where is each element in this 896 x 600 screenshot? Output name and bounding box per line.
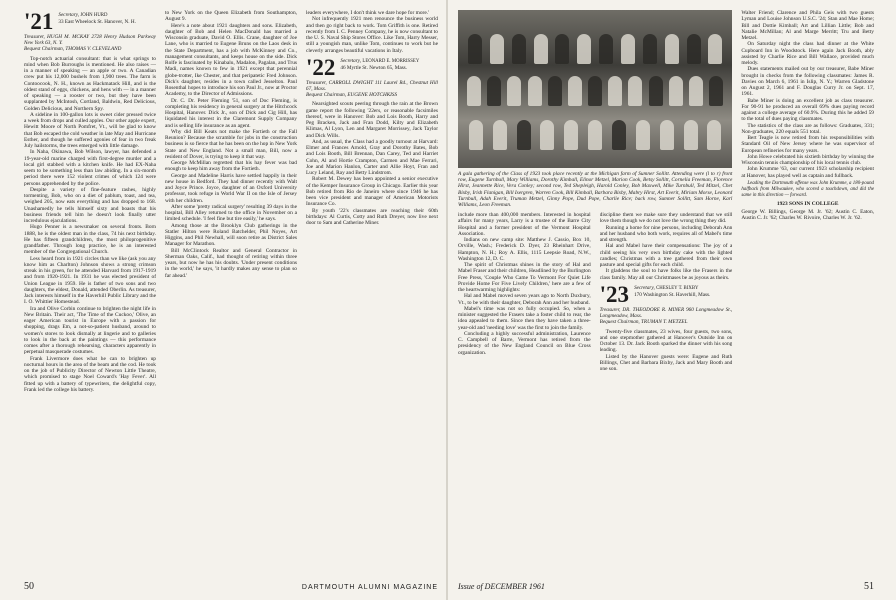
photo-front-row: [464, 114, 726, 150]
class-21-secretary: [58, 12, 136, 25]
paragraph: It gladdens the soul to have folks like the Frasers in the class family. May all our Christmases be as joyous as theirs.: [599, 268, 733, 281]
class-year-21: '21: [24, 10, 54, 34]
paragraph: Despite a variety of fine-feature rashes, highly tormenting, Bob, who on a diet of pablum, toast, and tea, weighed 205, now eats everything and has dropped to 168. Unashamedly he tells himself sixty and boasts that his business friends tell him he doesn't look finally utter incredulous ejaculations.: [24, 186, 156, 225]
paragraph: Frank Livermore does what he can to brighten up nocturnal hours in the area of the beam and the cod. He took on the job of Publicity Director of Newton Little Theatre, which promised to stage Noel Coward's 'Hay Fever'. All fitted up with a battery of typewriters, the delightful copy, Frank led the college his battery.: [24, 355, 156, 393]
photo-middle-row: [464, 70, 726, 106]
paragraph: Babe Miner is doing an excellent job as class treasurer. For 90-91 he produced an overall 69% dues paying record against a college average of 60.9%. During this he added 59 to the total of dues paying classmates.: [741, 97, 874, 123]
class-23-secretary: [634, 285, 710, 298]
photo-block: [458, 10, 732, 570]
paragraph: to New York on the Queen Elizabeth from Southampton, August 9.: [165, 10, 297, 23]
paragraph: Nearsighted scouts peering through the rain at the Brown game report the following '22ers, or reasonable facsimiles thereof, were in Hanover: Bob and Lois Booth, Harry and Peg Bracken, Jack and Fran Dodd, Kilty and Elizabeth Klimas, Al Lyon, Len and Margaret Morrissey, Jack Taylor and Dick Wills.: [306, 101, 438, 139]
class-21-header: [24, 12, 156, 32]
paragraph: Hal and Mabel moved seven years ago to North Duxbury, Vt., to be with their daughter, Deborah Ann and her husband.: [458, 293, 591, 306]
right-footer: [448, 581, 896, 592]
class-21-bequest: Bequest Chairman, THOMAS V. CLEVELAND: [24, 46, 122, 53]
paragraph: Top-notch actuarial consultant: that is what springs to mind when Bob Burroughs is mentioned. He also raises — in a manner of speaking — an apple or two. A Canadian crew put his 12,000 bushels from 1,900 trees. The farm is Contoocook, N. H., known as Hackmatack Hill, and is the oldest stand of eggs, chickens, and hens with — in a manner of speaking — a rooster or two, but they have been supplanted by McIntosh, Cortland, Baldwin, Red Delicious, Golden Delicious, and Northern Spy.: [24, 55, 156, 112]
paragraph: Bill McClintock Realtor and General Contractor in Sherman Oaks, Calif., had thought of retiring within three years, but now he has his doubts. 'Under present conditions in the world,' he says, 'it hardly makes any sense to plan so far ahead.': [165, 247, 297, 279]
secretary-label: Secretary,: [634, 284, 655, 291]
paragraph: Walter Friend; Clarence and Phila Geis with two guests Lyman and Louise Johnson U.S.C. '24; Stan and Mae Home; Bill and Dottie Kimball; Art and Lillian Little; Bob and Natalie McMillan; Al and Marge Merritt; Tru and Betty Metzel.: [741, 10, 874, 41]
paragraph: The spirit of Christmas shines in the story of Hal and Mabel Fraser and their children, Headlined by the Burlington Free Press, 'Couple Who Came To Vermont For Quiet Life Provide Home For Five Lively Children,' here are a few of the heartwarming highlights:: [458, 262, 591, 294]
paragraph: George and Madeline Harris have settled happily in their new house in Bedford. They had dinner recently with Walt and Joyce Prince. Joyce, daughter of an Oxford University professor, took refuge in World War II on the Isle of Jersey with her children.: [165, 172, 297, 204]
scholars-heading: 1923 SONS IN COLLEGE: [776, 201, 839, 208]
magazine-title: DARTMOUTH ALUMNI MAGAZINE: [301, 584, 438, 591]
right-column-1: [458, 212, 591, 552]
paragraph: George McMillan regretted that his hay fever was bad enough to keep him away from the Fortieth.: [165, 160, 297, 173]
right-column-3: [741, 10, 874, 570]
paragraph: The statistics of the class are as follows: Graduates, 331; Non-graduates, 220 equals 551 total.: [741, 122, 874, 135]
secretary-name: LEONARD E. MORRISSEY: [362, 58, 420, 64]
paragraph: Here's a note about 1921 daughters and sons. Elizabeth, daughter of Bob and Helen MacDonald has married a Wisconsin graduate, David O. Ellis. Crane, daughter of Joe Lane, who is married to Eugene Bruns on the Laos desk in the State Department, has a job with McKinney and Co., management consultants, and keeps house on the side. Dick Rolfe is fascinated by Kinabalu, Madalon, Pagalan, and Trus Madi, names known to few in 1921 except that perennial globe-trotter, Ike Chester, and that peripatetic Fred Johnson. Dick's daughter, resides in a town called Jesselton. Paul Rosenthal hopes to introduce his son Paul Jr., now at Proctor Academy, to the Director of Admissions.: [165, 22, 297, 98]
paragraph: Listed by the Hanover guests were: Eugene and Ruth Billings, Chet and Barbara Bixby, Jack and Mary Booth and one son.: [599, 353, 733, 373]
secretary-address: 33 East Wheelock St. Hanover, N. H.: [58, 19, 136, 26]
page-number-right: 51: [864, 581, 874, 592]
class-23-header: [599, 281, 733, 307]
paragraph: In Naha, Okinawa, Bob Wilson, lawyer, has defended a 19-year-old marine charged with first-degree murder and a local girl stabbed with a kitchen knife. He had EX-Naha seem to be something less than law abiding. In a six-month period there were 152 violent crimes of which 124 were persons apprehended by the police.: [24, 149, 156, 187]
secretary-name: CHESLEY T. BIXBY: [656, 285, 699, 291]
class-22-bequest: Bequest Chairman, EUGENE HOTCHKISS: [306, 92, 398, 99]
class-photo: [458, 10, 732, 168]
paragraph: Not infrequently 1921 men renounce the business world and then go right back to work. Tom Griffith is one. Retired recently from I. C. Penney Company, he is now consultant to the U. S. Naval Ship Stores Office. Like Tom, Harry Messer, still a youngish man, unlike Tom, continues to work but he cleverly arranges beautiful vacations in Italy.: [306, 16, 438, 54]
left-column-3: [306, 10, 438, 570]
photo-caption: A gala gathering of the Class of 1923 took place recently at the Michigan farm of Sumner Sollitt. Attending were (l to r) front row, Eugene Turnbull, Mary Williams, Dorothy Kimball, Elinor Metzel, Marion Cook, Betsy Sollitt, Cornelia Freeman, Florence Hirst, Jeannette Rice, Vera Conley; second row, Ted Shepleigh, Harold Conley, Bob Maxwell, Mike Turnbull, Ted Mitzel, Chet Bixby, Irish Flanigan, Bill Isergren, Warren Cook, Bill Kimball, Barbara Bixby, Mabry Hirst, Art Everit, Miriam Morse, Leonard Turnbull, Adah Everit, Truman Metzel, Ginny Pope, Dud Pope, Charlie Rice; back row, Sumner Sollitt, Sam Horne, Karl Williams, Leon Freeman.: [458, 171, 733, 209]
paragraph: Running a home for nine persons, including Deborah Ann and her husband who both work, requires all of Mabel's time and strength.: [599, 224, 733, 244]
issue-date: Issue of DECEMBER 1961: [458, 582, 545, 591]
sports-note: Leading the Dartmouth offense was John Krumme, a 180-pound halfback from Milwaukee, who scored a touchdown, and did the same in this direction — forward.: [741, 180, 874, 198]
paragraph: Why did Bill Keats not make the Fortieth or the Fall Reunion? Because the scramble for jobs in the construction business is so fierce that he has been on the hop in New York State and New England. Not a small man, Bill, now a resident of Dover, is trying to keep it that way.: [165, 128, 297, 160]
paragraph: Bert Teagle is now retired from his responsibilities with Standard Oil of New Jersey where he was supervisor of European refineries for many years.: [741, 135, 874, 154]
secretary-label: Secretary,: [58, 12, 80, 18]
class-year-23: '23: [599, 281, 630, 307]
paragraph: John Howe celebrated his sixtieth birthday by winning the Wisconsin tennis championship of his local tennis club.: [741, 153, 874, 166]
class-21-treasurer: Treasurer, HUGH M. MCKAY 2728 Henry Hudson Parkway New York 63, N. Y.: [24, 34, 156, 47]
paragraph: Mabel's time was not so fully occupied. So, when a minister suggested the Frasers take a foster child to rear, the idea appealed to them. Since then they have taken a three-year-old and 'needing love' was the first to join the family.: [458, 305, 591, 331]
page-number-left: 50: [24, 581, 34, 592]
paragraph: After some 'pretty radical surgery' resulting 39 days in the hospital, Bill Alley returned to the office in November on a limited schedule. 'I feel fine but tire easily,' he says.: [165, 203, 297, 223]
photo-back-row: [464, 28, 726, 64]
paragraph: John Krumme '63, our current 1923 scholarship recipient at Hanover, has played well as captain and fullback.: [741, 166, 874, 179]
paragraph: On Saturday night the class had dinner at the White Cupboard Inn in Woodstock. Here again Jack Booth, ably assisted by Charlie Rice and Bill Wallace, provided much melody.: [741, 41, 874, 66]
right-columns: [458, 10, 874, 570]
class-22-secretary: [340, 58, 419, 71]
paragraph: Among those at the Brooklyn Club gatherings in the Statler Hilton were Roland Batchelder, Phil Noyes, Art Higgins, and Phil Newhall, will soon retire as District Sales Manager for Marathon.: [165, 222, 297, 248]
right-page: [448, 0, 896, 600]
paragraph: And, as usual, the Class had a goodly turnout at Harvard: Elmer and Frances Arnold, Gray and Dorothy Bates, Bob and Lois Booth, Bill Brennan, Dan Carey, Ted and Harriet Cohn, Al and Hortie Crampton, Carmen and Mae Ferrari, Joe and Marion Hanlon, Carter and Allie Hoyt, Fran and Lucy Leland, Ray and Betty Lindstrom.: [306, 138, 438, 177]
right-column-2: [600, 212, 733, 552]
secretary-label: Secretary,: [340, 57, 362, 64]
left-footer: [0, 581, 448, 592]
paragraph: leaders everywhere, I don't think we dare hope for more.': [306, 10, 430, 16]
paragraph: discipline them we make sure they understand that we still love them though we do not love the wrong thing they did.: [599, 212, 733, 225]
paragraph: include more than 400,000 members. Interested in hospital affairs for many years, Larry is a trustee of the Barre City Hospital and a former president of the Vermont Hospital Association.: [458, 212, 591, 237]
paragraph: A sideline in 100-gallon lots is sweet cider pressed twice a week from drops and culled apples. Our other apple expert, Hewitt Moore of North Pomfret, Vt., will be glad to know that Bob escaped the cold weather in late May and Hurricane Esther, and though he suffered agonies of fear in two freak July hailstorms, the trees emerged with little damage.: [24, 111, 156, 150]
class-23-bequest: Bequest Chairman, TRUMAN T. METZEL: [599, 319, 688, 326]
paragraph: By youth '22's classmates are reaching their 60th birthdays: Al Curtis, Cotty and Ruth Dreyer, now live next door to Sam and Catherine Miner.: [306, 207, 438, 227]
paragraph: Twenty-five classmates, 23 wives, four guests, two sons, and one stepmother gathered at Hanover's Outside Inn on October 13. Dr. Jack Booth sparked the dinner with his song leading.: [599, 328, 733, 354]
paragraph: Dr. C. Dr. Peter Fleming '51, son of Doc Fleming, is completing his residency in general surgery at the Hitchcock Hospital, Hanover. Dick Jr., son of Dick and Cig Hill, has liquidated his interest in the Claremont Supply Company and is selling life insurance as an agent.: [165, 97, 297, 129]
class-22-header: [306, 54, 438, 80]
scholars-text: George W. Billings, George M. Jr. '62; Austin C. Eaton, Austin C. Jr. '62; Charles W. Rivoire, Charles W. Jr. '62.: [741, 208, 874, 221]
secretary-address: 46 Myrtle St. Newton 65, Mass.: [340, 64, 407, 71]
class-23-treasurer: Treasurer, DR. THEODORE R. MINER 960 Longmeadow St., Longmeadow, Mass.: [599, 306, 733, 320]
left-columns: [24, 10, 438, 570]
paragraph: Indians on new camp site: Matthew J. Cassio, Box 10, Orville, Wash.; Frederick D. Dyer, 23 Rheinhart Drive, Hampton, N. H.; Roy A. Ellis, 1115 Leepsie Road, N.W., Washington 12, D. C.: [458, 237, 591, 262]
paragraph: Less heard from in 1921 circles than we like (ask you any know him as Charlton) Johnson shows a strong crimson streak in his green, for he attended Harvard from 1917-1919 and from 1920-1921. In 1931 he was elected president of Union League in 1959. He is father of two sons and two daughters, the eldest, Donald, attended Oberlin. As treasurer, Jack interests himself in the Haverhill Public Library and the I. O. Whittier Homestead.: [24, 255, 156, 306]
paragraph: Hal and Mabel have their compensations: The joy of a child seeing his very own birthday cake with the lighted candles; Christmas with a tree gathered from their own pasture and special gifts for each child.: [599, 243, 733, 269]
secretary-address: 170 Washington St. Haverhill, Mass.: [634, 292, 711, 299]
photo-under-columns: [458, 212, 732, 552]
class-year-22: '22: [306, 54, 336, 80]
left-column-1: [24, 10, 156, 570]
class-22-treasurer: Treasurer, CARROLL DWIGHT 111 Laurel Rd., Chestnut Hill 67, Mass.: [306, 79, 438, 92]
paragraph: Hugo Penner is a newsmaker on several fronts. Born 1888, he is the oldest man in the class, 74 his next birthday. He has fifteen grandchildren, the most philoprogenitive grandfather. Through long practice, he is an interested member of the Congregational Church.: [24, 224, 156, 256]
paragraph: Concluding a highly successful administration, Laurence C. Campbell of Barre, Vermont has retired from the presidency of the New England Council on Blue Cross organization.: [458, 330, 591, 356]
paragraph: Ira and Olive Corbin continue to brighten the night life in New Britain. Their act, 'The Time of the Cuckoo,' Olive, an eager American tourist in Europe with a passion for shopping, drags Em, a not-so-patient husband, around to women's stores to look dismally at lingerie and to galleries to look in the back at the paintings — this performance comes after a thorough rehearsing, characters apparently in perpetual masquerade costumes.: [24, 305, 156, 356]
paragraph: Robert M. Dewey has been appointed a senior executive of the Kemper Insurance Group in Chicago. Earlier this year Bob retired from Rio de Janeiro where since 1946 he has been vice president and manager of American Motorists Insurance Co.: [306, 176, 438, 208]
left-column-2: [165, 10, 297, 570]
secretary-name: JOHN HURD: [80, 13, 108, 18]
paragraph: Dues statements mailed out by our treasurer, Babe Miner brought in checks from the following classmates: James R. Davies on March 6, 1961 in Islip, N. Y.; Warren Gladstone on August 2, 1961 and F. Douglas Curry Jr. on Sept. 17, 1961.: [741, 66, 874, 98]
